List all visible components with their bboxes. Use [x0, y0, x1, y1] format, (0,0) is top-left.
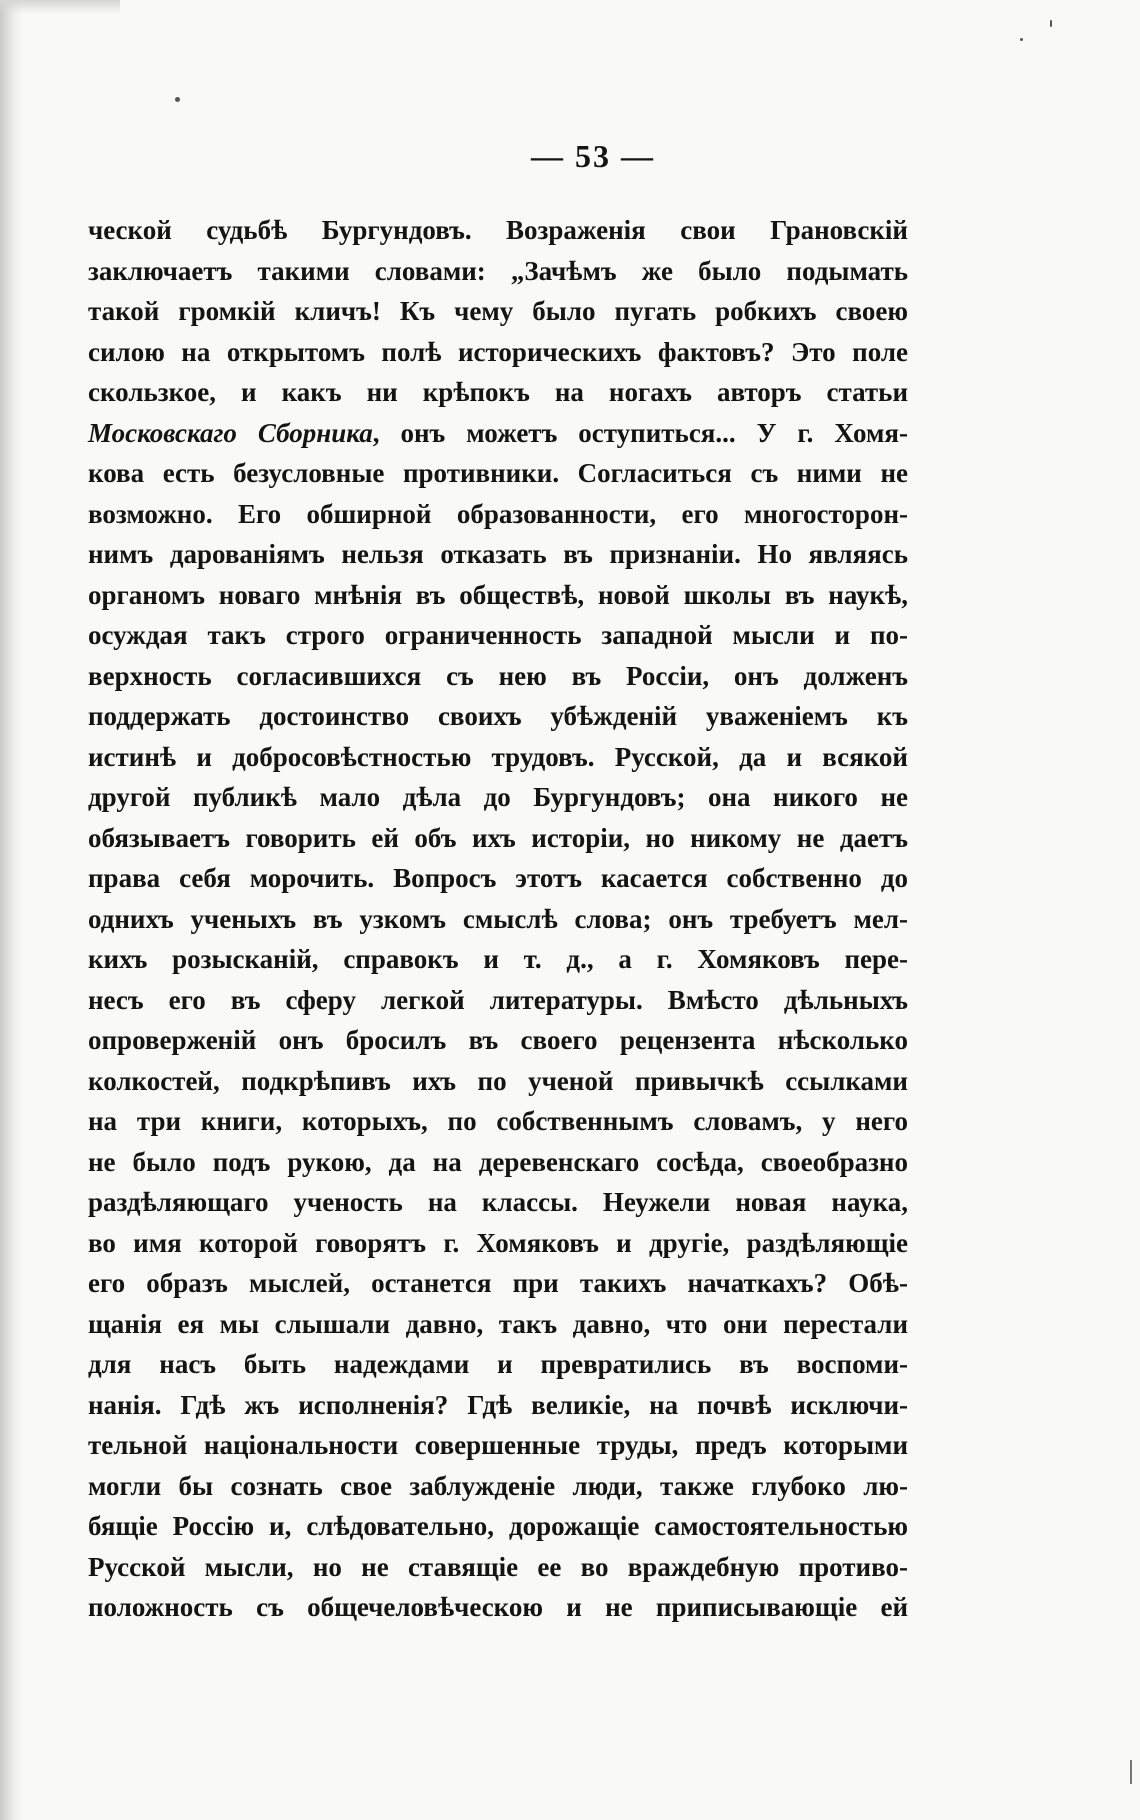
text-line: истинѣ и добросовѣстностью трудовъ. Русской, да и всякой [88, 741, 908, 772]
italic-title: Московскаго Сборника [88, 417, 373, 448]
text-line: такой громкій кличъ! Къ чему было пугать робкихъ своею [88, 296, 908, 326]
text-line: Русской мысли, но не ставящіе ее во враждебную противо- [88, 1551, 908, 1582]
text-line: положность съ общечеловѣческою и не приписывающіе ей [88, 1592, 908, 1622]
text-line: нимъ дарованіямъ нельзя отказать въ признаніи. Но являясь [88, 539, 908, 569]
ink-speck [175, 97, 180, 102]
text-line: щанія ея мы слышали давно, такъ давно, что они перестали [88, 1308, 908, 1339]
ink-speck [1020, 38, 1023, 41]
text-line: раздѣляющаго ученость на классы. Неужели новая наука, [88, 1187, 908, 1217]
page-edge-shadow [0, 0, 22, 1820]
text-line: кихъ розысканій, справокъ и т. д., а г. Хомяковъ пере- [88, 944, 908, 974]
page-corner-shadow [0, 0, 120, 14]
text-line: заключаетъ такими словами: „Зачѣмъ же было подымать [88, 255, 908, 286]
text-line: могли бы сознать свое заблужденіе люди, также глубоко лю- [88, 1470, 908, 1501]
text-line: опроверженій онъ бросилъ въ своего рецензента нѣсколько [88, 1025, 908, 1055]
text-line: возможно. Его обширной образованности, его многосторон- [88, 498, 908, 529]
text-line: силою на открытомъ полѣ историческихъ фактовъ? Это поле [88, 336, 908, 367]
text-line: органомъ новаго мнѣнія въ обществѣ, новой школы въ наукѣ, [88, 579, 908, 610]
text-line-rest: , онъ можетъ оступиться... У г. Хомя- [372, 417, 909, 448]
text-line: верхность согласившихся съ нею въ Россіи, онъ долженъ [88, 660, 908, 691]
text-line: поддержать достоинство своихъ убѣжденій уваженіемъ къ [88, 701, 908, 731]
text-line [88, 413, 908, 454]
text-line: не было подъ рукою, да на деревенскаго сосѣда, своеобразно [88, 1146, 908, 1177]
margin-mark [1130, 1760, 1132, 1784]
ink-speck [1050, 20, 1052, 27]
page-number: — 53 — [531, 138, 655, 174]
text-line: на три книги, которыхъ, по собственнымъ словамъ, у него [88, 1106, 908, 1136]
text-line: бящіе Россію и, слѣдовательно, дорожащіе самостоятельностью [88, 1511, 908, 1541]
text-line: однихъ ученыхъ въ узкомъ смыслѣ слова; онъ требуетъ мел- [88, 903, 908, 934]
text-line: несъ его въ сферу легкой литературы. Вмѣсто дѣльныхъ [88, 984, 908, 1015]
text-line: обязываетъ говорить ей объ ихъ исторіи, но никому не даетъ [88, 822, 908, 853]
text-line: нанія. Гдѣ жъ исполненія? Гдѣ великіе, на почвѣ исключи- [88, 1389, 908, 1420]
text-line: кова есть безусловные противники. Согласиться съ ними не [88, 458, 908, 488]
text-line: для насъ быть надеждами и превратились въ воспоми- [88, 1349, 908, 1379]
text-line: другой публикѣ мало дѣла до Бургундовъ; она никого не [88, 782, 908, 812]
text-line: тельной національности совершенные труды, предъ которыми [88, 1430, 908, 1460]
text-line: ческой судьбѣ Бургундовъ. Возраженія свои Грановскій [88, 215, 908, 245]
text-line: осуждая такъ строго ограниченность западной мысли и по- [88, 620, 908, 650]
text-line: его образъ мыслей, останется при такихъ начаткахъ? Обѣ- [88, 1268, 908, 1298]
body-text [88, 210, 908, 1628]
text-line: права себя морочить. Вопросъ этотъ касается собственно до [88, 863, 908, 893]
text-line: скользкое, и какъ ни крѣпокъ на ногахъ авторъ статьи [88, 377, 908, 407]
text-line: колкостей, подкрѣпивъ ихъ по ученой привычкѣ ссылками [88, 1065, 908, 1096]
text-line: во имя которой говорятъ г. Хомяковъ и другіе, раздѣляющіе [88, 1227, 908, 1258]
